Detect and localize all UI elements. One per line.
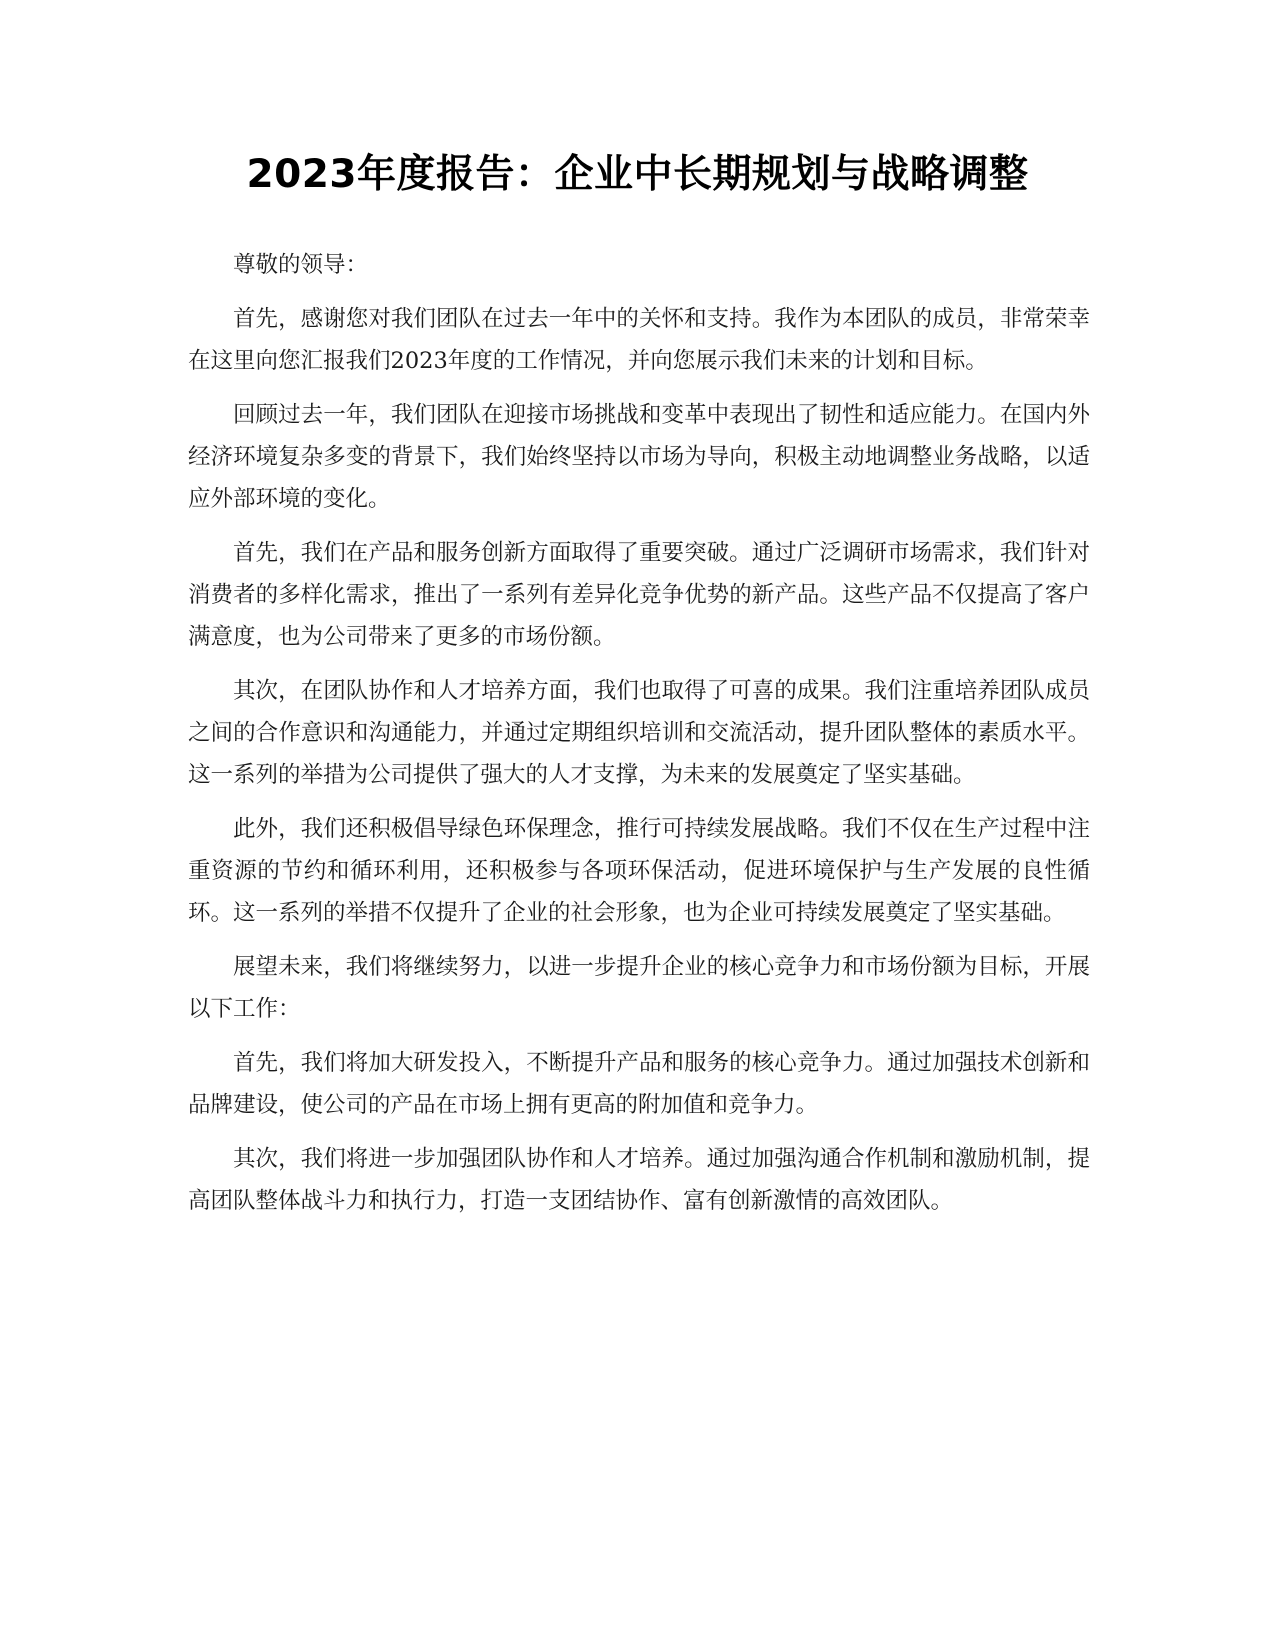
document-body: [188, 244, 1090, 1234]
paragraph-3: 首先，我们在产品和服务创新方面取得了重要突破。通过广泛调研市场需求，我们针对消费者的多样化需求，推出了一系列有差异化竞争优势的新产品。这些产品不仅提高了客户满意度，也为公司带来了更多的市场份额。: [188, 540, 1090, 650]
paragraph-salutation: 尊敬的领导：: [233, 252, 369, 278]
paragraph-6: 展望未来，我们将继续努力，以进一步提升企业的核心竞争力和市场份额为目标，开展以下工作：: [188, 954, 1090, 1022]
paragraph-4: 其次，在团队协作和人才培养方面，我们也取得了可喜的成果。我们注重培养团队成员之间的合作意识和沟通能力，并通过定期组织培训和交流活动，提升团队整体的素质水平。这一系列的举措为公司提供了强大的人才支撑，为未来的发展奠定了坚实基础。: [188, 678, 1090, 788]
paragraph-2: 回顾过去一年，我们团队在迎接市场挑战和变革中表现出了韧性和适应能力。在国内外经济环境复杂多变的背景下，我们始终坚持以市场为导向，积极主动地调整业务战略，以适应外部环境的变化。: [188, 402, 1090, 512]
paragraph-8: 其次，我们将进一步加强团队协作和人才培养。通过加强沟通合作机制和激励机制，提高团队整体战斗力和执行力，打造一支团结协作、富有创新激情的高效团队。: [188, 1146, 1090, 1214]
paragraph-7: 首先，我们将加大研发投入，不断提升产品和服务的核心竞争力。通过加强技术创新和品牌建设，使公司的产品在市场上拥有更高的附加值和竞争力。: [188, 1050, 1090, 1118]
paragraph-5: 此外，我们还积极倡导绿色环保理念，推行可持续发展战略。我们不仅在生产过程中注重资源的节约和循环利用，还积极参与各项环保活动，促进环境保护与生产发展的良性循环。这一系列的举措不仅提升了企业的社会形象，也为企业可持续发展奠定了坚实基础。: [188, 816, 1090, 926]
document-title: 2023年度报告：企业中长期规划与战略调整: [246, 152, 1029, 197]
paragraph-1: 首先，感谢您对我们团队在过去一年中的关怀和支持。我作为本团队的成员，非常荣幸在这里向您汇报我们2023年度的工作情况，并向您展示我们未来的计划和目标。: [188, 306, 1090, 374]
